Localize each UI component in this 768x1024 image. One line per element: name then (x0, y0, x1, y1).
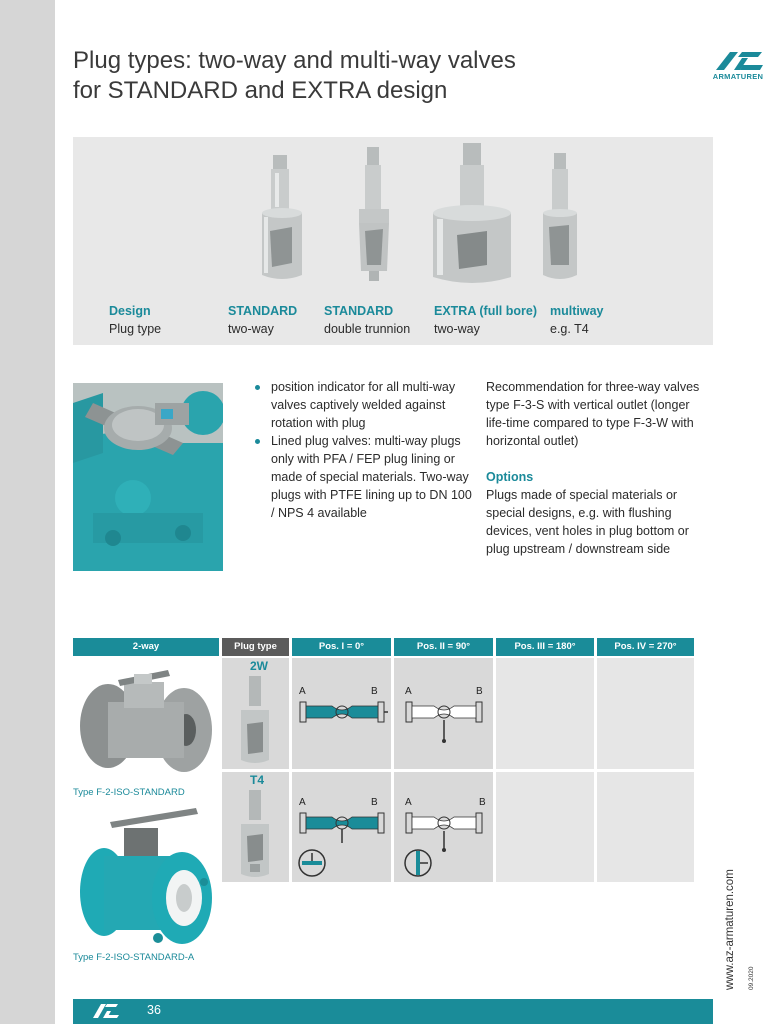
table-header-pos-3: Pos. III = 180° (496, 638, 594, 656)
plug-multiway-image (539, 153, 581, 285)
plug-label-2w: 2W (250, 659, 268, 673)
port-b-label: B (476, 686, 483, 697)
options-text: Plugs made of special materials or special designs, e.g. with flushing devices, vent holes in plug bottom or plug upstream / downstream side (486, 488, 689, 556)
plug-caption (228, 302, 297, 338)
table-header-pos-4: Pos. IV = 270° (597, 638, 694, 656)
plug-extra-full-bore-image (429, 143, 515, 289)
port-a-label: A (299, 797, 306, 808)
plug-type: two-way (434, 322, 480, 336)
plug-label-t4: T4 (250, 773, 265, 787)
valve-f2-iso-standard-image (78, 664, 214, 782)
design-label: Design (109, 304, 151, 318)
table-cell-2w-pos-3 (496, 658, 594, 769)
footer-az-logo (91, 1003, 119, 1019)
table-cell-2w-pos-2 (394, 658, 493, 769)
title-line-1: Plug types: two-way and multi-way valves (73, 47, 516, 74)
port-a-label: A (405, 797, 412, 808)
table-cell-2w-pos-4 (597, 658, 694, 769)
plug-design: multiway (550, 304, 604, 318)
port-b-label: B (371, 686, 378, 697)
title-line-2: for STANDARD and EXTRA design (73, 77, 448, 104)
table-cell-plug-2w (222, 658, 289, 769)
plug-type: double trunnion (324, 322, 411, 336)
options-heading: Options (486, 470, 534, 484)
valve-caption-2: Type F-2-ISO-STANDARD-A (73, 952, 195, 963)
table-cell-plug-t4 (222, 772, 289, 882)
print-date: 09.2020 (748, 966, 755, 990)
table-cell-t4-pos-4 (597, 772, 694, 882)
website-url: www.az-armaturen.com (724, 869, 736, 990)
table-cell-2w-pos-1 (292, 658, 391, 769)
logo-wordmark: ARMATUREN (712, 72, 764, 81)
plug-type: two-way (228, 322, 274, 336)
plug-caption (324, 302, 410, 338)
page-footer (73, 999, 713, 1024)
flow-diagram-open (296, 692, 388, 732)
left-margin-band (0, 0, 55, 1024)
table-cell-t4-pos-2 (394, 772, 493, 882)
plug-caption (550, 302, 604, 338)
bullet-item: Lined plug valves: multi-way plugs only with PFA / FEP plug lining or made of special materials. Two-way plugs with PTFE lining up to DN 100 / NPS 4 available (253, 432, 473, 522)
flow-diagram-t4-closed (402, 803, 486, 879)
table-header-pos-2: Pos. II = 90° (394, 638, 493, 656)
flow-diagram-closed (402, 692, 486, 744)
plug-row-labels (109, 302, 161, 338)
valve-caption-1: Type F-2-ISO-STANDARD (73, 787, 185, 798)
port-a-label: A (405, 686, 412, 697)
position-indicator-photo (73, 383, 223, 571)
plug-design: EXTRA (full bore) (434, 304, 538, 318)
table-cell-t4-pos-3 (496, 772, 594, 882)
port-a-label: A (299, 686, 306, 697)
plug-standard-double-trunnion-image (351, 147, 397, 283)
plug-type: e.g. T4 (550, 322, 589, 336)
bullet-item: position indicator for all multi-way valves captively welded against rotation with plug (253, 378, 473, 432)
table-header-plug-type: Plug type (222, 638, 289, 656)
az-logo (712, 50, 764, 82)
plug-2w-icon (238, 676, 272, 766)
flow-diagram-t4-open (296, 803, 388, 879)
page-title (73, 46, 633, 106)
page-number: 36 (147, 1003, 161, 1017)
port-b-label: B (479, 797, 486, 808)
plug-standard-two-way-image (256, 155, 308, 285)
valve-f2-iso-standard-a-image (76, 806, 214, 952)
recommendation-text: Recommendation for three-way valves type F-3-S with vertical outlet (longer life-time compared to type F-3-W with horizontal outlet) (486, 380, 700, 448)
plug-type-label: Plug type (109, 322, 162, 336)
table-header-2way: 2-way (73, 638, 219, 656)
table-header-pos-1: Pos. I = 0° (292, 638, 391, 656)
plug-design: STANDARD (324, 304, 394, 318)
recommendation-block (486, 378, 711, 558)
plug-caption (434, 302, 537, 338)
plug-design: STANDARD (228, 304, 298, 318)
plug-photo-panel (73, 137, 713, 345)
feature-bullet-list (253, 378, 473, 522)
port-b-label: B (371, 797, 378, 808)
plug-t4-icon (238, 790, 272, 880)
table-cell-t4-pos-1 (292, 772, 391, 882)
